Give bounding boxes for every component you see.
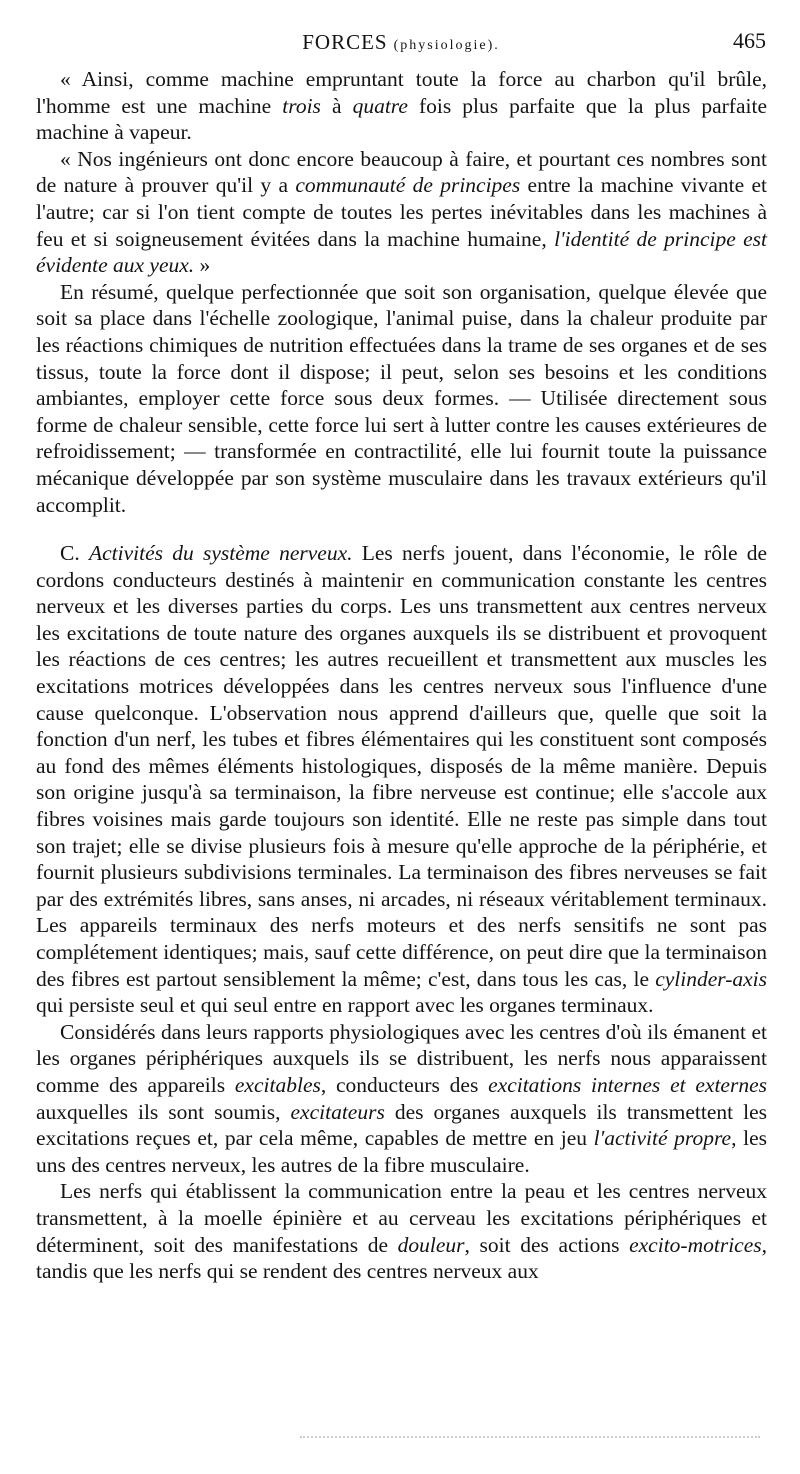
- running-title-subtitle: (physiologie).: [393, 38, 500, 53]
- text-run: Les nerfs jouent, dans l'économie, le rôle de cordons conducteurs destinés à maintenir en communication constante les centres nerveux et les diverses parties du corps. Les uns transmettent aux centres nerveux les excitations de toute nature des organes auxquels ils se distribuent et provoquent les réactions de ces centres; les autres recueillent et transmettent aux muscles les excitations motrices développées dans les centres nerveux sous l'influence d'une cause quelconque. L'observation nous apprend d'ailleurs que, quelle que soit la fonction d'un nerf, les tubes et fibres élémentaires qui les constituent sont composés au fond des mêmes éléments histologiques, disposés de la même manière. Depuis son origine jusqu'à sa terminaison, la fibre nerveuse est continue; elle s'accole aux fibres voisines mais garde toujours son identité. Elle ne reste pas simple dans tout son trajet; elle se divise plusieurs fois à mesure qu'elle approche de la périphérie, et fournit plusieurs subdivisions terminales. La terminaison des fibres nerveuses se fait par des extrémités libres, sans anses, ni arcades, ni réseaux véritablement terminaux. Les appareils terminaux des nerfs moteurs et des nerfs sensitifs ne sont pas complétement identiques; mais, sauf cette différence, on peut dire que la terminaison des fibres est partout sensiblement la même; c'est, dans tous les cas, le: [36, 541, 768, 991]
- italic-text: excitables: [234, 1072, 321, 1097]
- paragraph-p3: [36, 279, 767, 518]
- italic-text: douleur: [397, 1232, 465, 1257]
- text-run: C.: [60, 541, 89, 566]
- paragraph-p6: [36, 1178, 767, 1284]
- italic-text: l'activité propre: [593, 1126, 732, 1151]
- text-run: , les uns des centres nerveux, les autres de la fibre musculaire.: [36, 1126, 767, 1177]
- paragraph-p5: [36, 1019, 767, 1179]
- italic-text: excitations internes et externes: [488, 1072, 767, 1097]
- italic-text: communauté de principes: [295, 173, 521, 198]
- text-run: , soit des actions: [464, 1232, 630, 1257]
- text-run: à: [320, 93, 353, 118]
- text-run: »: [194, 253, 211, 278]
- text-run: Les nerfs qui établissent la communication entre la peau et les centres nerveux transmettent, à la moelle épinière et au cerveau les excitations périphériques et déterminent, soit des manifestations de: [36, 1179, 767, 1257]
- text-run: « Ainsi, comme machine empruntant toute la force au charbon qu'il brûle, l'homme est une machine: [36, 67, 767, 118]
- text-run: En résumé, quelque perfectionnée que soit son organisation, quelque élevée que soit sa place dans l'échelle zoologique, l'animal puise, dans la chaleur produite par les réactions chimiques de nutrition effectuées dans la trame de ses organes et de ses tissus, toute la force dont il dispose; il peut, selon ses besoins et les conditions ambiantes, employer cette force sous deux formes. — Utilisée directement sous forme de chaleur sensible, cette force lui sert à lutter contre les causes extérieures de refroidissement; — transformée en contractilité, elle lui fournit toute la puissance mécanique développée par son système musculaire dans les travaux extérieurs qu'il accomplit.: [36, 279, 767, 517]
- italic-text: excitateurs: [290, 1099, 385, 1124]
- page-header: [36, 26, 766, 60]
- text-run: , conducteurs des: [320, 1072, 489, 1097]
- page-number: 465: [733, 28, 766, 53]
- text-run: « Nos ingénieurs ont donc encore beaucoup à faire, et pourtant ces nombres sont de nature à prouver qu'il y a: [36, 146, 767, 198]
- italic-text: l'identité de principe est évidente aux yeux.: [36, 226, 767, 278]
- italic-text: cylinder-axis: [655, 966, 767, 991]
- italic-text: quatre: [352, 93, 408, 118]
- text-run: , tandis que les nerfs qui se rendent des centres nerveux aux: [36, 1232, 767, 1284]
- text-run: Considérés dans leurs rapports physiologiques avec les centres d'où ils émanent et les organes périphériques auxquels ils se distribuent, les nerfs nous apparaissent comme des appareils: [36, 1019, 767, 1097]
- paragraph-p2: [36, 146, 767, 279]
- text-run: auxquelles ils sont soumis,: [36, 1099, 291, 1124]
- italic-text: trois: [282, 93, 321, 118]
- bottom-edge-specks: [300, 1436, 760, 1444]
- running-title-main: FORCES: [302, 30, 388, 54]
- paragraph-p1: [36, 66, 767, 146]
- running-title: [36, 30, 766, 55]
- text-run: fois plus parfaite que la plus parfaite machine à vapeur.: [36, 93, 768, 145]
- italic-text: excito-motrices: [629, 1232, 762, 1257]
- italic-text: Activités du système nerveux.: [88, 541, 353, 566]
- text-run: des organes auxquels ils transmettent les excitations reçues et, par cela même, capables de mettre en jeu: [36, 1099, 767, 1151]
- text-run: qui persiste seul et qui seul entre en rapport avec les organes terminaux.: [36, 993, 654, 1018]
- paragraph-p4: [36, 540, 767, 1019]
- text-run: entre la machine vivante et l'autre; car si l'on tient compte de toutes les pertes inévitables dans les machines à feu et si soigneusement évitées dans la machine humaine,: [36, 173, 768, 251]
- body-text: [36, 66, 767, 1285]
